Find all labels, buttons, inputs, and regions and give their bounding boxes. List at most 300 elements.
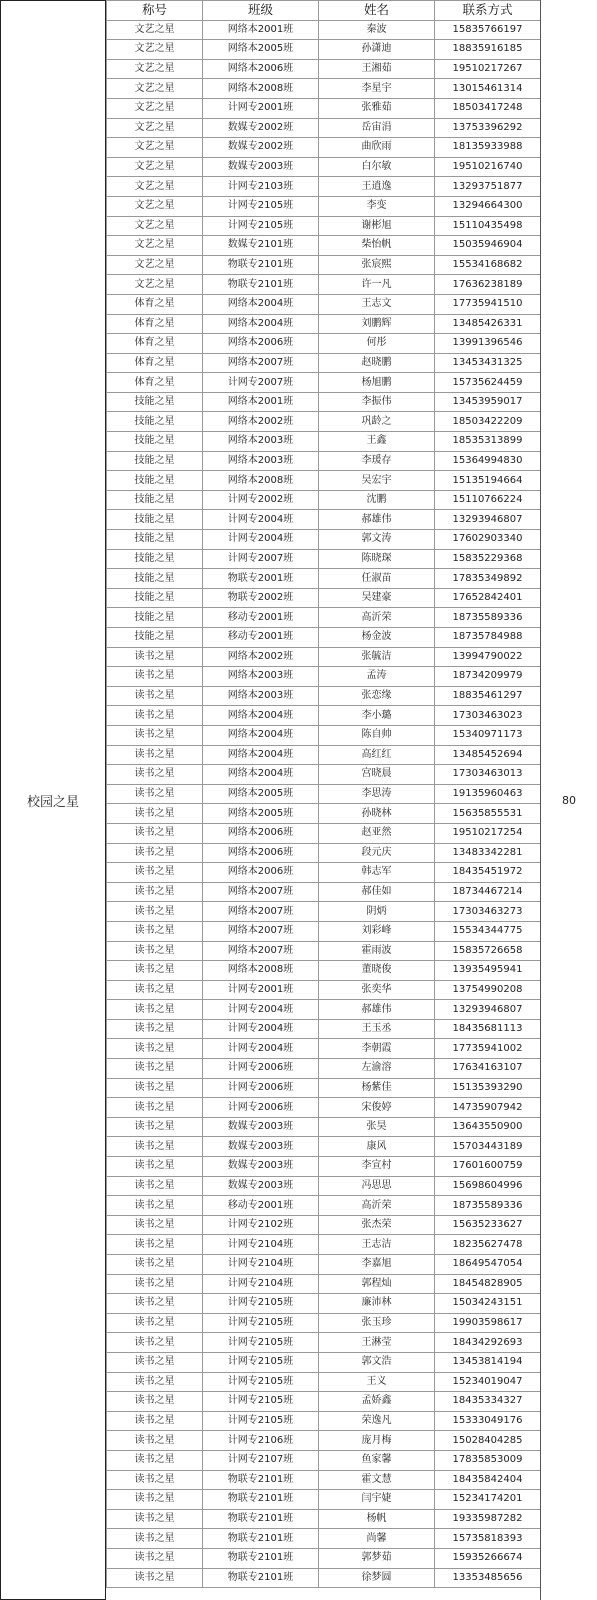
cell-name[interactable]: 左渝溶 (319, 1059, 435, 1079)
cell-name[interactable]: 高沂荣 (319, 1196, 435, 1216)
cell-class[interactable]: 物联专2101班 (203, 1470, 319, 1490)
cell-name[interactable]: 张雅茹 (319, 98, 435, 118)
cell-title[interactable]: 技能之星 (107, 490, 203, 510)
cell-class[interactable]: 数媒专2003班 (203, 1157, 319, 1177)
cell-class[interactable]: 移动专2001班 (203, 1196, 319, 1216)
cell-contact[interactable]: 13453814194 (435, 1352, 541, 1372)
cell-contact[interactable]: 15234019047 (435, 1372, 541, 1392)
cell-name[interactable]: 王志文 (319, 294, 435, 314)
cell-name[interactable]: 柴怡帆 (319, 236, 435, 256)
cell-class[interactable]: 网络本2008班 (203, 471, 319, 491)
cell-title[interactable]: 读书之星 (107, 1215, 203, 1235)
cell-title[interactable]: 文艺之星 (107, 275, 203, 295)
cell-class[interactable]: 移动专2001班 (203, 628, 319, 648)
cell-title[interactable]: 读书之星 (107, 1196, 203, 1216)
cell-contact[interactable]: 18434292693 (435, 1333, 541, 1353)
cell-class[interactable]: 物联专2101班 (203, 1568, 319, 1588)
cell-title[interactable]: 读书之星 (107, 1372, 203, 1392)
cell-name[interactable]: 孙潇迪 (319, 40, 435, 60)
cell-title[interactable]: 体育之星 (107, 294, 203, 314)
cell-contact[interactable]: 15835726658 (435, 941, 541, 961)
cell-contact[interactable]: 18435451972 (435, 863, 541, 883)
cell-contact[interactable]: 13754990208 (435, 980, 541, 1000)
cell-title[interactable]: 读书之星 (107, 1450, 203, 1470)
cell-class[interactable]: 网络本2006班 (203, 863, 319, 883)
cell-class[interactable]: 数媒专2003班 (203, 1117, 319, 1137)
cell-title[interactable]: 文艺之星 (107, 20, 203, 40)
cell-name[interactable]: 李思涛 (319, 784, 435, 804)
cell-class[interactable]: 数媒专2003班 (203, 1137, 319, 1157)
cell-title[interactable]: 读书之星 (107, 745, 203, 765)
cell-contact[interactable]: 15935266674 (435, 1548, 541, 1568)
cell-contact[interactable]: 18135933988 (435, 138, 541, 158)
cell-name[interactable]: 李星宇 (319, 79, 435, 99)
cell-name[interactable]: 韩志军 (319, 863, 435, 883)
cell-title[interactable]: 读书之星 (107, 725, 203, 745)
cell-contact[interactable]: 17636238189 (435, 275, 541, 295)
cell-contact[interactable]: 15034243151 (435, 1294, 541, 1314)
cell-contact[interactable]: 15635855531 (435, 804, 541, 824)
cell-contact[interactable]: 13643550900 (435, 1117, 541, 1137)
cell-title[interactable]: 读书之星 (107, 921, 203, 941)
cell-class[interactable]: 网络本2004班 (203, 765, 319, 785)
cell-contact[interactable]: 15534168682 (435, 255, 541, 275)
cell-name[interactable]: 宋俊婷 (319, 1098, 435, 1118)
cell-name[interactable]: 李变 (319, 196, 435, 216)
cell-name[interactable]: 张玉珍 (319, 1313, 435, 1333)
cell-name[interactable]: 冯思思 (319, 1176, 435, 1196)
cell-class[interactable]: 计网专2105班 (203, 1313, 319, 1333)
cell-contact[interactable]: 15735818393 (435, 1529, 541, 1549)
cell-title[interactable]: 读书之星 (107, 1333, 203, 1353)
cell-contact[interactable]: 15135194664 (435, 471, 541, 491)
cell-name[interactable]: 郝雄伟 (319, 510, 435, 530)
cell-class[interactable]: 计网专2106班 (203, 1431, 319, 1451)
cell-name[interactable]: 庞月梅 (319, 1431, 435, 1451)
cell-class[interactable]: 计网专2007班 (203, 373, 319, 393)
cell-name[interactable]: 高沂荣 (319, 608, 435, 628)
cell-title[interactable]: 文艺之星 (107, 177, 203, 197)
cell-class[interactable]: 物联专2101班 (203, 275, 319, 295)
cell-title[interactable]: 读书之星 (107, 980, 203, 1000)
cell-title[interactable]: 读书之星 (107, 1490, 203, 1510)
cell-title[interactable]: 技能之星 (107, 510, 203, 530)
cell-contact[interactable]: 14735907942 (435, 1098, 541, 1118)
cell-title[interactable]: 体育之星 (107, 334, 203, 354)
cell-contact[interactable]: 15698604996 (435, 1176, 541, 1196)
cell-name[interactable]: 张恋缘 (319, 686, 435, 706)
cell-contact[interactable]: 17602903340 (435, 530, 541, 550)
cell-class[interactable]: 计网专2006班 (203, 1098, 319, 1118)
cell-contact[interactable]: 18835916185 (435, 40, 541, 60)
cell-contact[interactable]: 18503422209 (435, 412, 541, 432)
cell-title[interactable]: 读书之星 (107, 1235, 203, 1255)
cell-title[interactable]: 读书之星 (107, 1059, 203, 1079)
cell-title[interactable]: 技能之星 (107, 608, 203, 628)
cell-class[interactable]: 网络本2007班 (203, 353, 319, 373)
cell-class[interactable]: 网络本2007班 (203, 921, 319, 941)
cell-title[interactable]: 读书之星 (107, 1039, 203, 1059)
cell-class[interactable]: 网络本2008班 (203, 79, 319, 99)
cell-name[interactable]: 何彤 (319, 334, 435, 354)
cell-class[interactable]: 物联专2001班 (203, 569, 319, 589)
cell-contact[interactable]: 19903598617 (435, 1313, 541, 1333)
cell-title[interactable]: 文艺之星 (107, 216, 203, 236)
cell-class[interactable]: 计网专2105班 (203, 1352, 319, 1372)
cell-name[interactable]: 巩龄之 (319, 412, 435, 432)
cell-class[interactable]: 计网专2004班 (203, 1019, 319, 1039)
cell-class[interactable]: 网络本2003班 (203, 432, 319, 452)
cell-title[interactable]: 读书之星 (107, 1098, 203, 1118)
cell-name[interactable]: 岳宙涓 (319, 118, 435, 138)
cell-class[interactable]: 数媒专2003班 (203, 1176, 319, 1196)
cell-contact[interactable]: 15333049176 (435, 1411, 541, 1431)
cell-contact[interactable]: 18435842404 (435, 1470, 541, 1490)
cell-contact[interactable]: 13935495941 (435, 961, 541, 981)
cell-class[interactable]: 网络本2004班 (203, 314, 319, 334)
cell-title[interactable]: 读书之星 (107, 765, 203, 785)
cell-name[interactable]: 段元庆 (319, 843, 435, 863)
cell-title[interactable]: 体育之星 (107, 373, 203, 393)
cell-class[interactable]: 计网专2105班 (203, 1294, 319, 1314)
cell-contact[interactable]: 15703443189 (435, 1137, 541, 1157)
cell-contact[interactable]: 17735941510 (435, 294, 541, 314)
cell-title[interactable]: 读书之星 (107, 1392, 203, 1412)
cell-name[interactable]: 霍雨波 (319, 941, 435, 961)
cell-contact[interactable]: 18835461297 (435, 686, 541, 706)
cell-class[interactable]: 计网专2007班 (203, 549, 319, 569)
header-name[interactable]: 姓名 (319, 1, 435, 21)
cell-class[interactable]: 网络本2002班 (203, 412, 319, 432)
cell-title[interactable]: 读书之星 (107, 1529, 203, 1549)
cell-title[interactable]: 文艺之星 (107, 255, 203, 275)
header-contact[interactable]: 联系方式 (435, 1, 541, 21)
cell-title[interactable]: 文艺之星 (107, 236, 203, 256)
cell-contact[interactable]: 18735589336 (435, 608, 541, 628)
cell-name[interactable]: 张奕华 (319, 980, 435, 1000)
cell-name[interactable]: 谢彬旭 (319, 216, 435, 236)
cell-class[interactable]: 网络本2005班 (203, 784, 319, 804)
cell-title[interactable]: 技能之星 (107, 569, 203, 589)
cell-contact[interactable]: 15835766197 (435, 20, 541, 40)
cell-contact[interactable]: 18649547054 (435, 1255, 541, 1275)
cell-title[interactable]: 读书之星 (107, 961, 203, 981)
cell-class[interactable]: 物联专2101班 (203, 1509, 319, 1529)
cell-title[interactable]: 读书之星 (107, 667, 203, 687)
cell-name[interactable]: 陈自帅 (319, 725, 435, 745)
cell-contact[interactable]: 19135960463 (435, 784, 541, 804)
cell-contact[interactable]: 17652842401 (435, 588, 541, 608)
cell-class[interactable]: 网络本2008班 (203, 961, 319, 981)
cell-name[interactable]: 闫宇婕 (319, 1490, 435, 1510)
cell-title[interactable]: 技能之星 (107, 549, 203, 569)
cell-class[interactable]: 网络本2001班 (203, 20, 319, 40)
cell-name[interactable]: 曲欣雨 (319, 138, 435, 158)
cell-title[interactable]: 读书之星 (107, 1568, 203, 1588)
cell-contact[interactable]: 13294664300 (435, 196, 541, 216)
cell-class[interactable]: 网络本2006班 (203, 59, 319, 79)
cell-title[interactable]: 读书之星 (107, 863, 203, 883)
cell-title[interactable]: 文艺之星 (107, 98, 203, 118)
cell-title[interactable]: 读书之星 (107, 647, 203, 667)
cell-title[interactable]: 读书之星 (107, 1019, 203, 1039)
cell-title[interactable]: 读书之星 (107, 1078, 203, 1098)
cell-name[interactable]: 沈鹏 (319, 490, 435, 510)
merged-category-cell[interactable]: 校园之星 (0, 0, 106, 1600)
cell-class[interactable]: 网络本2002班 (203, 647, 319, 667)
cell-contact[interactable]: 17303463013 (435, 765, 541, 785)
cell-class[interactable]: 网络本2004班 (203, 745, 319, 765)
cell-class[interactable]: 计网专2107班 (203, 1450, 319, 1470)
cell-name[interactable]: 张昊 (319, 1117, 435, 1137)
cell-contact[interactable]: 15110435498 (435, 216, 541, 236)
cell-title[interactable]: 读书之星 (107, 1255, 203, 1275)
cell-title[interactable]: 读书之星 (107, 804, 203, 824)
cell-class[interactable]: 网络本2005班 (203, 40, 319, 60)
cell-contact[interactable]: 13991396546 (435, 334, 541, 354)
cell-contact[interactable]: 19510217267 (435, 59, 541, 79)
cell-contact[interactable]: 13293751877 (435, 177, 541, 197)
cell-name[interactable]: 王玉丞 (319, 1019, 435, 1039)
cell-class[interactable]: 计网专2105班 (203, 1411, 319, 1431)
cell-class[interactable]: 网络本2007班 (203, 902, 319, 922)
cell-title[interactable]: 技能之星 (107, 412, 203, 432)
cell-name[interactable]: 刘鹏辉 (319, 314, 435, 334)
cell-title[interactable]: 读书之星 (107, 843, 203, 863)
cell-contact[interactable]: 13015461314 (435, 79, 541, 99)
cell-class[interactable]: 计网专2105班 (203, 216, 319, 236)
header-class[interactable]: 班级 (203, 1, 319, 21)
cell-title[interactable]: 文艺之星 (107, 40, 203, 60)
cell-name[interactable]: 徐梦圆 (319, 1568, 435, 1588)
cell-title[interactable]: 读书之星 (107, 1313, 203, 1333)
cell-name[interactable]: 李朝霞 (319, 1039, 435, 1059)
cell-name[interactable]: 李宣村 (319, 1157, 435, 1177)
cell-class[interactable]: 计网专2102班 (203, 1215, 319, 1235)
cell-contact[interactable]: 13483342281 (435, 843, 541, 863)
cell-contact[interactable]: 15234174201 (435, 1490, 541, 1510)
cell-class[interactable]: 网络本2004班 (203, 706, 319, 726)
cell-name[interactable]: 秦波 (319, 20, 435, 40)
cell-contact[interactable]: 15635233627 (435, 1215, 541, 1235)
cell-contact[interactable]: 15035946904 (435, 236, 541, 256)
cell-class[interactable]: 计网专2001班 (203, 980, 319, 1000)
cell-name[interactable]: 杨紫佳 (319, 1078, 435, 1098)
cell-contact[interactable]: 13485452694 (435, 745, 541, 765)
cell-title[interactable]: 读书之星 (107, 1509, 203, 1529)
cell-title[interactable]: 读书之星 (107, 706, 203, 726)
cell-contact[interactable]: 17835349892 (435, 569, 541, 589)
cell-title[interactable]: 文艺之星 (107, 138, 203, 158)
cell-contact[interactable]: 13453959017 (435, 392, 541, 412)
cell-class[interactable]: 计网专2105班 (203, 1372, 319, 1392)
cell-title[interactable]: 读书之星 (107, 1431, 203, 1451)
cell-name[interactable]: 董晓俊 (319, 961, 435, 981)
cell-class[interactable]: 计网专2105班 (203, 1333, 319, 1353)
cell-name[interactable]: 鱼家馨 (319, 1450, 435, 1470)
cell-name[interactable]: 刘彩峰 (319, 921, 435, 941)
cell-name[interactable]: 郭文浩 (319, 1352, 435, 1372)
cell-class[interactable]: 物联专2101班 (203, 1548, 319, 1568)
cell-class[interactable]: 计网专2002班 (203, 490, 319, 510)
cell-class[interactable]: 网络本2006班 (203, 334, 319, 354)
cell-contact[interactable]: 19510217254 (435, 823, 541, 843)
cell-title[interactable]: 技能之星 (107, 392, 203, 412)
cell-class[interactable]: 计网专2105班 (203, 196, 319, 216)
cell-class[interactable]: 网络本2007班 (203, 941, 319, 961)
cell-title[interactable]: 文艺之星 (107, 196, 203, 216)
cell-name[interactable]: 吴建豪 (319, 588, 435, 608)
cell-class[interactable]: 网络本2006班 (203, 843, 319, 863)
cell-class[interactable]: 网络本2004班 (203, 294, 319, 314)
cell-title[interactable]: 读书之星 (107, 1137, 203, 1157)
cell-name[interactable]: 李嘉旭 (319, 1255, 435, 1275)
cell-name[interactable]: 赵晓鹏 (319, 353, 435, 373)
cell-name[interactable]: 郝雄伟 (319, 1000, 435, 1020)
cell-title[interactable]: 读书之星 (107, 941, 203, 961)
cell-name[interactable]: 王鑫 (319, 432, 435, 452)
cell-name[interactable]: 任淑苗 (319, 569, 435, 589)
cell-title[interactable]: 读书之星 (107, 902, 203, 922)
cell-title[interactable]: 读书之星 (107, 1294, 203, 1314)
cell-name[interactable]: 王湘茹 (319, 59, 435, 79)
cell-title[interactable]: 文艺之星 (107, 79, 203, 99)
cell-class[interactable]: 网络本2001班 (203, 392, 319, 412)
cell-name[interactable]: 尚馨 (319, 1529, 435, 1549)
cell-contact[interactable]: 15028404285 (435, 1431, 541, 1451)
cell-contact[interactable]: 18734209979 (435, 667, 541, 687)
cell-contact[interactable]: 15135393290 (435, 1078, 541, 1098)
cell-class[interactable]: 计网专2104班 (203, 1255, 319, 1275)
cell-contact[interactable]: 17601600759 (435, 1157, 541, 1177)
cell-title[interactable]: 读书之星 (107, 1352, 203, 1372)
cell-contact[interactable]: 15340971173 (435, 725, 541, 745)
cell-contact[interactable]: 15735624459 (435, 373, 541, 393)
cell-contact[interactable]: 13293946807 (435, 510, 541, 530)
cell-name[interactable]: 郭程灿 (319, 1274, 435, 1294)
cell-name[interactable]: 杨金波 (319, 628, 435, 648)
cell-class[interactable]: 网络本2006班 (203, 823, 319, 843)
cell-name[interactable]: 孟涛 (319, 667, 435, 687)
cell-class[interactable]: 计网专2004班 (203, 1039, 319, 1059)
cell-name[interactable]: 康风 (319, 1137, 435, 1157)
cell-contact[interactable]: 18735589336 (435, 1196, 541, 1216)
cell-name[interactable]: 郭梦茹 (319, 1548, 435, 1568)
cell-contact[interactable]: 18503417248 (435, 98, 541, 118)
cell-contact[interactable]: 15364994830 (435, 451, 541, 471)
cell-title[interactable]: 文艺之星 (107, 118, 203, 138)
cell-name[interactable]: 陈晓琛 (319, 549, 435, 569)
cell-name[interactable]: 王志洁 (319, 1235, 435, 1255)
cell-contact[interactable]: 15835229368 (435, 549, 541, 569)
cell-name[interactable]: 李小璐 (319, 706, 435, 726)
cell-contact[interactable]: 18535313899 (435, 432, 541, 452)
cell-name[interactable]: 霍文慧 (319, 1470, 435, 1490)
cell-title[interactable]: 读书之星 (107, 1000, 203, 1020)
cell-class[interactable]: 网络本2003班 (203, 686, 319, 706)
cell-title[interactable]: 体育之星 (107, 314, 203, 334)
cell-title[interactable]: 读书之星 (107, 1117, 203, 1137)
cell-class[interactable]: 网络本2003班 (203, 451, 319, 471)
cell-class[interactable]: 物联专2101班 (203, 1490, 319, 1510)
cell-name[interactable]: 王义 (319, 1372, 435, 1392)
cell-title[interactable]: 读书之星 (107, 784, 203, 804)
cell-title[interactable]: 技能之星 (107, 471, 203, 491)
cell-title[interactable]: 读书之星 (107, 1411, 203, 1431)
cell-name[interactable]: 阴炳 (319, 902, 435, 922)
cell-name[interactable]: 高红红 (319, 745, 435, 765)
cell-title[interactable]: 体育之星 (107, 353, 203, 373)
cell-class[interactable]: 计网专2004班 (203, 530, 319, 550)
cell-contact[interactable]: 18235627478 (435, 1235, 541, 1255)
cell-class[interactable]: 物联专2101班 (203, 1529, 319, 1549)
cell-contact[interactable]: 17634163107 (435, 1059, 541, 1079)
cell-name[interactable]: 吴宏宇 (319, 471, 435, 491)
cell-title[interactable]: 文艺之星 (107, 59, 203, 79)
cell-title[interactable]: 读书之星 (107, 823, 203, 843)
cell-class[interactable]: 物联专2101班 (203, 255, 319, 275)
cell-title[interactable]: 读书之星 (107, 686, 203, 706)
cell-class[interactable]: 数媒专2002班 (203, 138, 319, 158)
cell-class[interactable]: 数媒专2002班 (203, 118, 319, 138)
cell-class[interactable]: 计网专2105班 (203, 1392, 319, 1412)
cell-contact[interactable]: 13485426331 (435, 314, 541, 334)
cell-class[interactable]: 数媒专2101班 (203, 236, 319, 256)
cell-contact[interactable]: 15110766224 (435, 490, 541, 510)
cell-title[interactable]: 技能之星 (107, 432, 203, 452)
cell-class[interactable]: 移动专2001班 (203, 608, 319, 628)
cell-name[interactable]: 赵亚然 (319, 823, 435, 843)
cell-title[interactable]: 技能之星 (107, 628, 203, 648)
cell-name[interactable]: 李瑗存 (319, 451, 435, 471)
cell-contact[interactable]: 18435681113 (435, 1019, 541, 1039)
cell-class[interactable]: 物联专2002班 (203, 588, 319, 608)
cell-contact[interactable]: 13353485656 (435, 1568, 541, 1588)
cell-name[interactable]: 孟娇鑫 (319, 1392, 435, 1412)
cell-name[interactable]: 郭文涛 (319, 530, 435, 550)
cell-name[interactable]: 张杰荣 (319, 1215, 435, 1235)
cell-title[interactable]: 技能之星 (107, 588, 203, 608)
cell-contact[interactable]: 13994790022 (435, 647, 541, 667)
cell-contact[interactable]: 17835853009 (435, 1450, 541, 1470)
cell-name[interactable]: 张毓洁 (319, 647, 435, 667)
cell-contact[interactable]: 17303463273 (435, 902, 541, 922)
cell-name[interactable]: 廉沛林 (319, 1294, 435, 1314)
cell-name[interactable]: 张宸熙 (319, 255, 435, 275)
cell-class[interactable]: 计网专2103班 (203, 177, 319, 197)
cell-class[interactable]: 计网专2104班 (203, 1235, 319, 1255)
cell-name[interactable]: 李振伟 (319, 392, 435, 412)
cell-class[interactable]: 计网专2004班 (203, 510, 319, 530)
cell-contact[interactable]: 13453431325 (435, 353, 541, 373)
cell-name[interactable]: 许一凡 (319, 275, 435, 295)
cell-name[interactable]: 宫晓晨 (319, 765, 435, 785)
cell-name[interactable]: 杨旭鹏 (319, 373, 435, 393)
cell-class[interactable]: 网络本2004班 (203, 725, 319, 745)
cell-contact[interactable]: 17303463023 (435, 706, 541, 726)
cell-contact[interactable]: 19510216740 (435, 157, 541, 177)
cell-title[interactable]: 读书之星 (107, 1176, 203, 1196)
cell-class[interactable]: 计网专2006班 (203, 1078, 319, 1098)
cell-contact[interactable]: 18735784988 (435, 628, 541, 648)
cell-class[interactable]: 计网专2006班 (203, 1059, 319, 1079)
cell-name[interactable]: 郝佳如 (319, 882, 435, 902)
cell-contact[interactable]: 13753396292 (435, 118, 541, 138)
cell-title[interactable]: 文艺之星 (107, 157, 203, 177)
cell-contact[interactable]: 17735941002 (435, 1039, 541, 1059)
cell-name[interactable]: 王逍逸 (319, 177, 435, 197)
cell-contact[interactable]: 18454828905 (435, 1274, 541, 1294)
